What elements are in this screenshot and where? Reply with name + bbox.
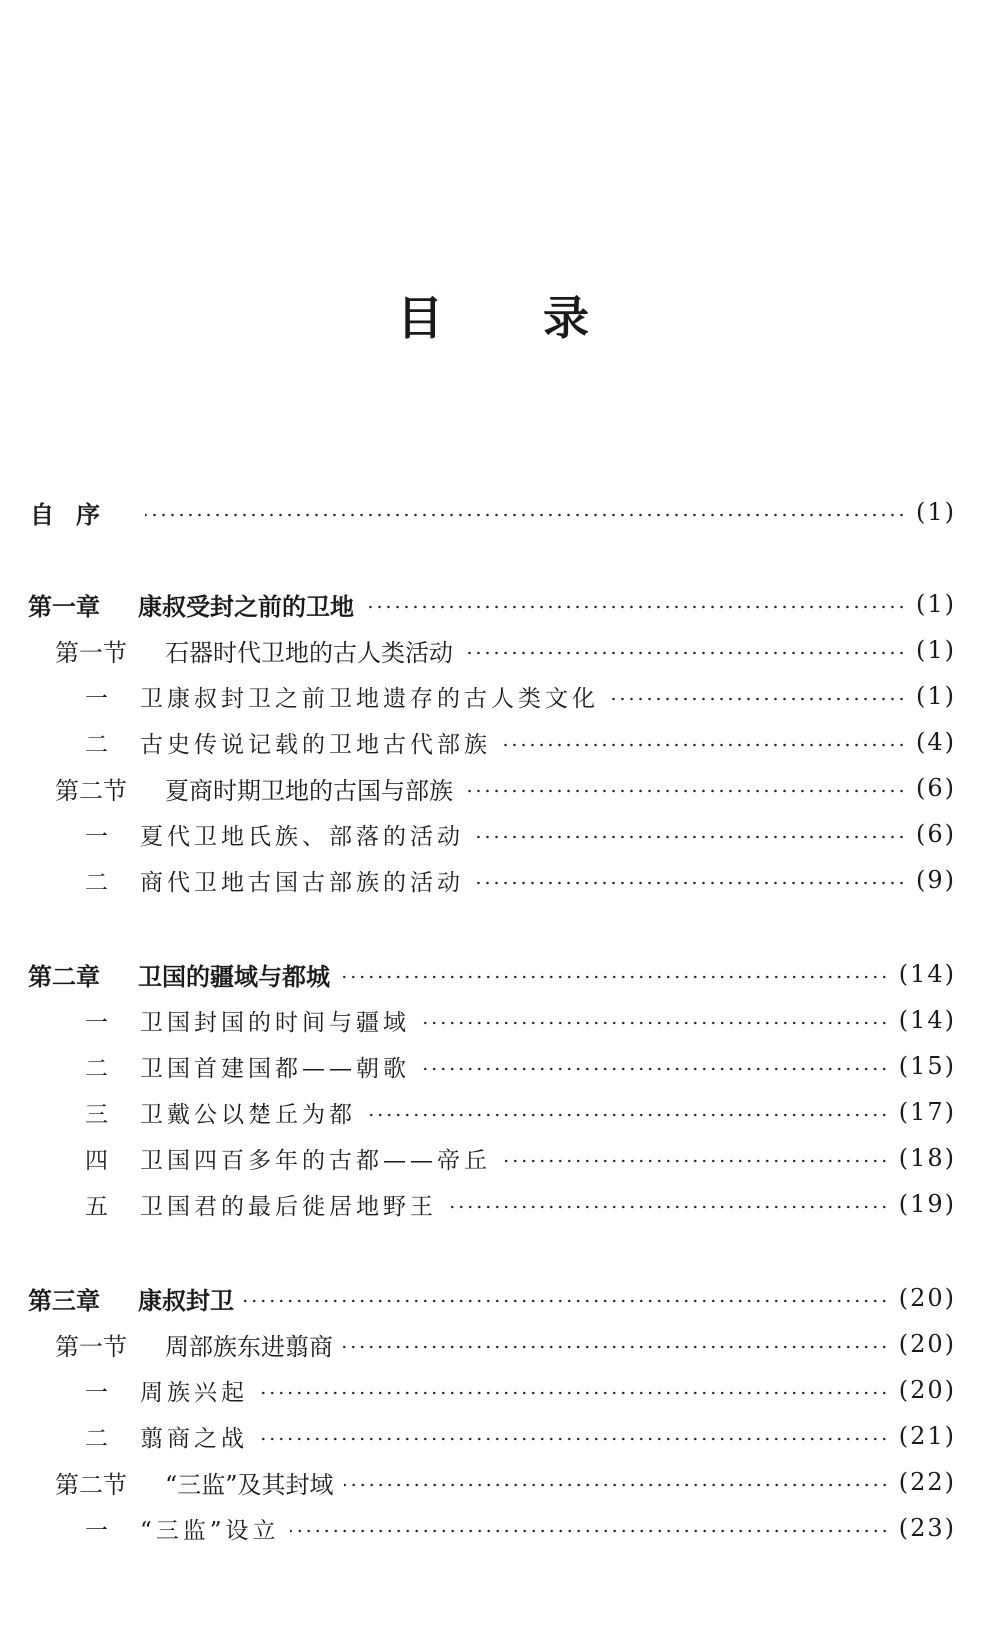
entry-title: 周部族东进翦商 (165, 1332, 333, 1361)
entry-label (85, 864, 474, 897)
entry-label (55, 1465, 344, 1500)
entry-number: 第二节 (55, 776, 127, 805)
entry-label (85, 1050, 420, 1083)
entry-title: 卫国首建国都——朝歌 (140, 1055, 410, 1082)
entry-page-number: (19) (898, 1190, 956, 1218)
entry-number: 二 (85, 1055, 112, 1082)
entry-page-number: (1) (916, 590, 956, 618)
entry-number: 第二节 (55, 1470, 127, 1499)
entry-number: 一 (85, 1517, 112, 1544)
entry-number: 第一节 (55, 1332, 127, 1361)
entry-page-number: (21) (898, 1422, 956, 1450)
toc-chapter-entry[interactable] (0, 586, 986, 622)
dot-leader (366, 1113, 889, 1117)
entry-title: 康叔封卫 (138, 1286, 234, 1315)
entry-page-number: (14) (898, 1006, 956, 1034)
entry-page-number: (20) (898, 1376, 956, 1404)
entry-number: 一 (85, 685, 112, 712)
entry-page-number: (20) (898, 1330, 956, 1358)
entry-page-number: (23) (898, 1514, 956, 1542)
toc-chapter-entry[interactable] (0, 956, 986, 992)
dot-leader (463, 651, 906, 655)
entry-number: 一 (85, 1379, 112, 1406)
entry-page-number: (1) (916, 682, 956, 710)
entry-label (55, 771, 463, 806)
entry-page-number: (15) (898, 1052, 956, 1080)
entry-page-number: (17) (898, 1098, 956, 1126)
toc-item-entry[interactable] (0, 1048, 986, 1084)
entry-label (85, 1142, 501, 1175)
entry-title: 卫国四百多年的古都——帝丘 (140, 1147, 491, 1174)
toc-section-entry[interactable] (0, 1464, 986, 1500)
entry-label (28, 957, 340, 992)
toc-section-entry[interactable] (0, 632, 986, 668)
entry-title: 商代卫地古国古部族的活动 (140, 869, 464, 896)
entry-number: 二 (85, 731, 112, 758)
entry-number: 五 (85, 1193, 112, 1220)
entry-title: 石器时代卫地的古人类活动 (165, 638, 453, 667)
dot-leader (364, 605, 906, 609)
entry-title: “三监”及其封域 (165, 1470, 334, 1499)
entry-title: 卫国封国的时间与疆域 (140, 1009, 410, 1036)
toc-item-entry[interactable] (0, 1510, 986, 1546)
dot-leader (340, 975, 889, 979)
dot-leader (501, 743, 906, 747)
entry-title: “三监”设立 (140, 1517, 280, 1544)
entry-number: 二 (85, 869, 112, 896)
entry-label (85, 1004, 420, 1037)
entry-title: 卫戴公以楚丘为都 (140, 1101, 356, 1128)
dot-leader (463, 789, 906, 793)
entry-label (55, 633, 463, 668)
entry-label (85, 818, 474, 851)
dot-leader (344, 1483, 889, 1487)
entry-number: 第一节 (55, 638, 127, 667)
entry-page-number: (1) (916, 498, 956, 526)
page-title: 目录 (397, 291, 689, 345)
entry-label (28, 587, 364, 622)
entry-page-number: (6) (916, 774, 956, 802)
entry-title: 夏代卫地氏族、部落的活动 (140, 823, 464, 850)
toc-section-entry[interactable] (0, 770, 986, 806)
toc-item-entry[interactable] (0, 1094, 986, 1130)
entry-page-number: (6) (916, 820, 956, 848)
entry-number: 二 (85, 1425, 112, 1452)
dot-leader (258, 1437, 889, 1441)
toc-item-entry[interactable] (0, 678, 986, 714)
dot-leader (474, 835, 906, 839)
toc-preface-entry[interactable] (0, 494, 986, 530)
entry-title: 康叔受封之前的卫地 (138, 592, 354, 621)
entry-title: 周族兴起 (140, 1379, 248, 1406)
entry-number: 第三章 (28, 1286, 100, 1315)
dot-leader (258, 1391, 889, 1395)
toc-item-entry[interactable] (0, 1002, 986, 1038)
dot-leader (145, 513, 906, 517)
entry-title: 卫康叔封卫之前卫地遗存的古人类文化 (140, 685, 599, 712)
entry-title: 翦商之战 (140, 1425, 248, 1452)
toc-section-entry[interactable] (0, 1326, 986, 1362)
entry-title: 卫国君的最后徙居地野王 (140, 1193, 437, 1220)
entry-page-number: (20) (898, 1284, 956, 1312)
entry-label (85, 680, 609, 713)
entry-page-number: (14) (898, 960, 956, 988)
dot-leader (343, 1345, 889, 1349)
entry-number: 一 (85, 823, 112, 850)
dot-leader (420, 1067, 889, 1071)
entry-label (85, 1188, 447, 1221)
entry-label (85, 1374, 258, 1407)
toc-item-entry[interactable] (0, 862, 986, 898)
toc-item-entry[interactable] (0, 724, 986, 760)
entry-label (55, 1327, 343, 1362)
toc-item-entry[interactable] (0, 1186, 986, 1222)
toc-item-entry[interactable] (0, 1418, 986, 1454)
entry-page-number: (22) (898, 1468, 956, 1496)
entry-number: 三 (85, 1101, 112, 1128)
entry-page-number: (4) (916, 728, 956, 756)
entry-title: 古史传说记载的卫地古代部族 (140, 731, 491, 758)
entry-title: 卫国的疆域与都城 (138, 962, 330, 991)
entry-number: 自序 (30, 500, 122, 529)
dot-leader (290, 1529, 889, 1533)
entry-page-number: (9) (916, 866, 956, 894)
toc-item-entry[interactable] (0, 816, 986, 852)
toc-item-entry[interactable] (0, 1372, 986, 1408)
dot-leader (609, 697, 906, 701)
entry-label (85, 1512, 290, 1545)
entry-label (85, 1420, 258, 1453)
toc-item-entry[interactable] (0, 1140, 986, 1176)
entry-number: 第一章 (28, 592, 100, 621)
entry-number: 第二章 (28, 962, 100, 991)
entry-number: 四 (85, 1147, 112, 1174)
entry-title: 夏商时期卫地的古国与部族 (165, 776, 453, 805)
dot-leader (474, 881, 906, 885)
dot-leader (420, 1021, 889, 1025)
entry-page-number: (1) (916, 636, 956, 664)
entry-label (30, 495, 145, 530)
entry-label (85, 1096, 366, 1129)
entry-label (85, 726, 501, 759)
dot-leader (447, 1205, 889, 1209)
dot-leader (501, 1159, 889, 1163)
toc-chapter-entry[interactable] (0, 1280, 986, 1316)
dot-leader (244, 1299, 889, 1303)
entry-number: 一 (85, 1009, 112, 1036)
entry-label (28, 1281, 244, 1316)
entry-page-number: (18) (898, 1144, 956, 1172)
